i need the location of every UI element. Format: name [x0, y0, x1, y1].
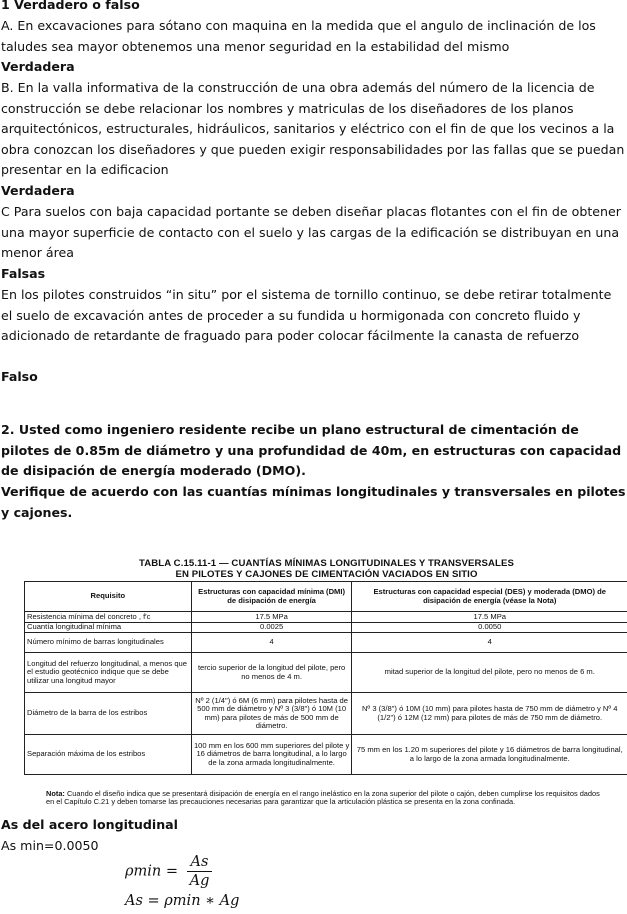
question-2: 2. Usted como ingeniero residente recibe un plano estructural de cimentación de pilotes de 0.85m de diámetro y una profundidad de 40m, en estructuras con capacidad de disipación de energía moderado (DMO).: [1, 422, 622, 479]
table-cell: 75 mm en los 1.20 m superiores del pilote y 16 diámetros de barra longitudinal, a lo largo de la zona armada longitudinalmente.: [352, 735, 627, 775]
formula-numerator: As: [187, 853, 213, 872]
table-cell: 4: [191, 633, 352, 653]
table-note-text: Cuando el diseño indica que se presentará disipación de energía en el rango inelástico en la zona superior del pilote o cajón, deben cumplirse los requisitos dados en el Capítulo C.21 y deben tomarse las precauciones necesarias para garantizar que la articulación plástica se presenta en la zona confinada.: [46, 789, 600, 806]
table-header-cell: Estructuras con capacidad especial (DES) y moderada (DMO) de disipación de energía (véase la Nota): [352, 582, 627, 612]
answer-c: Falsas: [1, 266, 46, 281]
statement-a: A. En excavaciones para sótano con maquina en la medida que el angulo de inclinación de los taludes sea mayor obtenemos una menor seguridad en la estabilidad del mismo: [1, 18, 596, 54]
table-cell: Número mínimo de barras longitudinales: [25, 633, 192, 653]
table-header-row: [25, 582, 627, 612]
formula-denominator: Ag: [189, 873, 210, 889]
statement-b: B. En la valla informativa de la construcción de una obra además del número de la licencia de construcción se debe relacionar los nombres y matriculas de los diseñadores de los planos arquitectónicos, estructurales, hidráulicos, sanitarios y eléctrico con el fin de que los vecinos a la obra conozcan los diseñadores y que pueden exigir responsabilidades por las fallas que se puedan presentar en la edificacion: [1, 80, 625, 178]
table-title: [24, 559, 627, 580]
table-cell: 17.5 MPa: [191, 612, 352, 623]
table-row: [25, 623, 627, 633]
table-cell: Diámetro de la barra de los estribos: [25, 693, 192, 735]
table-row: [25, 612, 627, 623]
table-row: [25, 735, 627, 775]
section-1-heading: 1 Verdadero o falso: [1, 0, 140, 12]
statement-d: En los pilotes construidos “in situ” por el sistema de tornillo continuo, se debe retirar totalmente el suelo de excavación antes de proceder a su fundida u hormigonada con concreto fluido y adicionado de retardante de fraguado para poder colocar fácilmente la canasta de refuerzo: [1, 287, 612, 344]
table-cell: 0.0025: [191, 623, 352, 633]
table-row: [25, 693, 627, 735]
table-cell: tercio superior de la longitud del pilote, pero no menos de 4 m.: [191, 653, 352, 693]
longitudinal-steel-heading: As del acero longitudinal: [1, 817, 179, 832]
table-cell: mitad superior de la longitud del pilote, pero no menos de 6 m.: [352, 653, 627, 693]
table-title-line-1: TABLA C.15.11-1 — CUANTÍAS MÍNIMAS LONGITUDINALES Y TRANSVERSALES: [138, 558, 514, 569]
table-cell: Nº 2 (1/4") ó 6M (6 mm) para pilotes hasta de 500 mm de diámetro y Nº 3 (3/8") ó 10M (10 mm) para pilotes de más de 500 mm de diámetro.: [191, 693, 352, 735]
as-min-value: As min=0.0050: [1, 838, 99, 853]
formula-as: As = ρmin ∗ Ag: [125, 893, 240, 909]
table-note: [46, 790, 606, 806]
answer-d: Falso: [1, 369, 38, 384]
table-cell: Resistencia mínima del concreto , f′c: [25, 612, 192, 623]
formula-fraction: [187, 853, 213, 890]
formula-rho-min-lhs: ρmin =: [125, 863, 179, 880]
table-title-line-2: EN PILOTES Y CAJONES DE CIMENTACIÓN VACIADOS EN SITIO: [175, 568, 478, 580]
formula-rho-min: [125, 853, 212, 890]
question-2-task: Verifique de acuerdo con las cuantías mínimas longitudinales y transversales en pilotes y cajones.: [1, 484, 626, 520]
table-cell: Separación máxima de los estribos: [25, 735, 192, 775]
table-cell: Longitud del refuerzo longitudinal, a menos que el estudio geotécnico indique que se debe utilizar una longitud mayor: [25, 653, 192, 693]
table-cell: 4: [352, 633, 627, 653]
answer-b: Verdadera: [1, 183, 75, 198]
reinforcement-table: [24, 581, 627, 775]
table-cell: 0.0050: [352, 623, 627, 633]
table-header-cell: Requisito: [25, 582, 192, 612]
table-cell: 100 mm en los 600 mm superiores del pilote y 16 diámetros de barra longitudinal, a lo largo de la zona armada longitudinalmente.: [191, 735, 352, 775]
table-header-cell: Estructuras con capacidad mínima (DMI) de disipación de energía: [191, 582, 352, 612]
table-note-label: Nota:: [46, 789, 65, 798]
table-cell: Nº 3 (3/8") ó 10M (10 mm) para pilotes hasta de 750 mm de diámetro y Nº 4 (1/2") ó 12M (12 mm) para pilotes de más de 750 mm de diámetro.: [352, 693, 627, 735]
statement-c: C Para suelos con baja capacidad portante se deben diseñar placas flotantes con el fin de obtener una mayor superficie de contacto con el suelo y las cargas de la edificación se distribuyan en una menor área: [1, 204, 621, 261]
answer-a: Verdadera: [1, 59, 75, 74]
table-row: [25, 653, 627, 693]
table-row: [25, 633, 627, 653]
table-cell: Cuantía longitudinal mínima: [25, 623, 192, 633]
nsr-table-figure: [24, 559, 627, 811]
table-cell: 17.5 MPa: [352, 612, 627, 623]
